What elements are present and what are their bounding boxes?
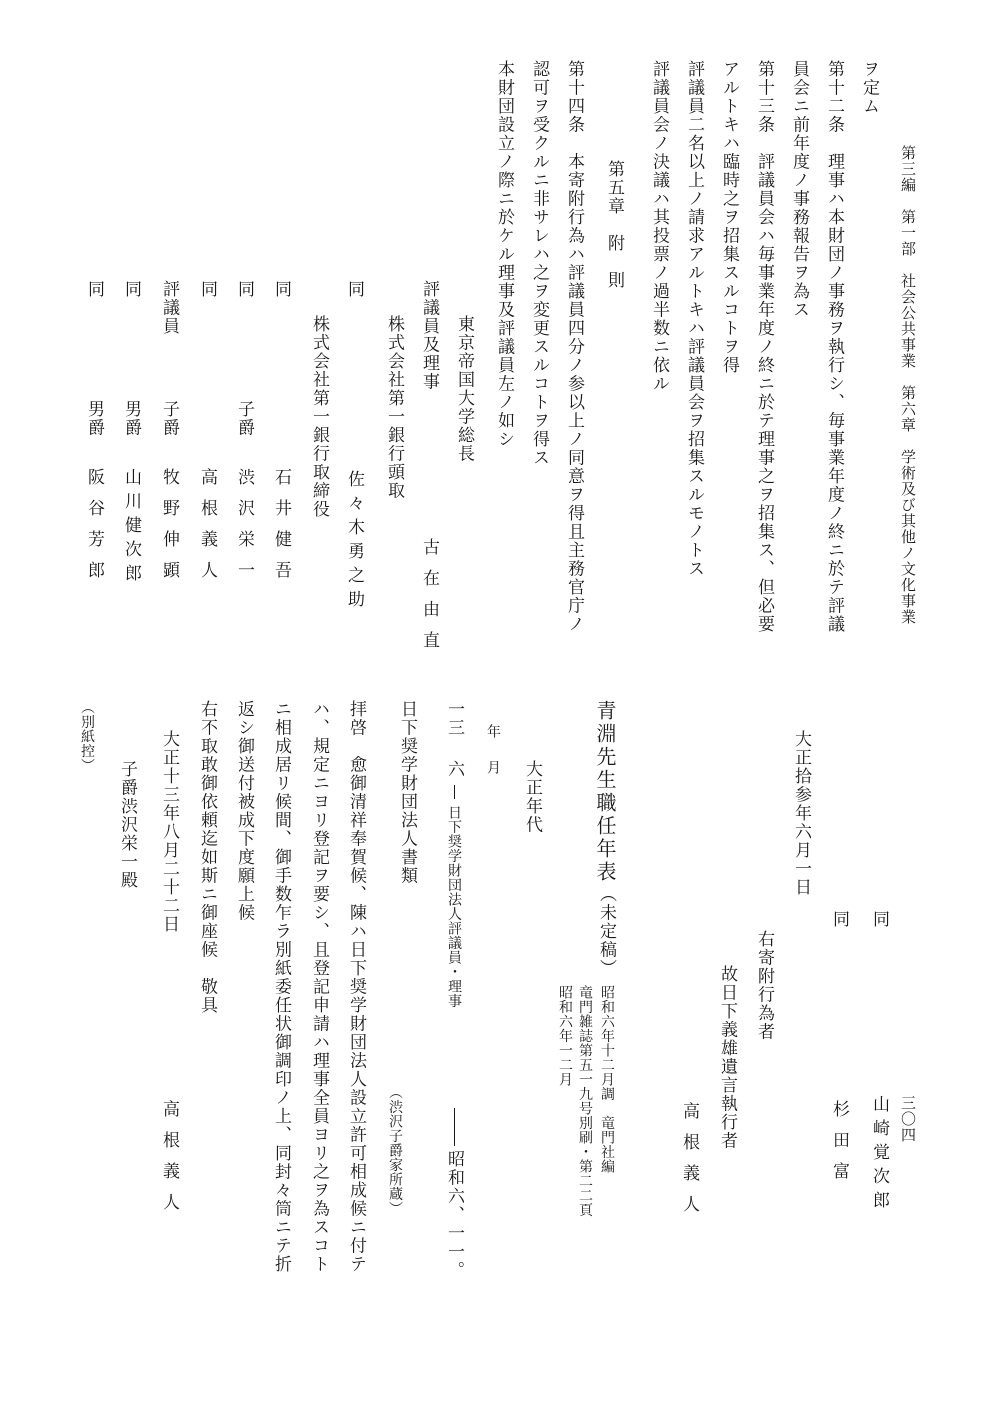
roster-name-5: 高根義人 — [197, 468, 217, 592]
roster-name-7: 山川健次郎 — [121, 468, 141, 588]
entry-dash-trail — [454, 1108, 455, 1146]
entry-number: 一三 — [444, 700, 464, 737]
year-label: 年 — [485, 724, 501, 739]
letter-line-5: 右不取敢御依頼迄如斯ニ御座候 敬具 — [197, 700, 217, 1015]
chronology-source-2b: 昭和六年一二月 — [557, 985, 573, 1087]
roster-name-9: 山崎覚次郎 — [869, 1095, 889, 1215]
roster-name-2: 佐々木勇之助 — [344, 470, 364, 614]
roster-name-10: 杉田富 — [829, 1100, 849, 1193]
roster-role-5: 同 — [197, 280, 217, 299]
entry-end: 昭和六、一一。 — [444, 1150, 464, 1280]
roster-name-3: 石井健吾 — [271, 468, 291, 592]
roster-role-3: 同 — [271, 280, 291, 299]
document-source: （渋沢子爵家所蔵） — [387, 1085, 403, 1216]
deed-date: 大正拾参年六月一日 — [791, 730, 811, 897]
roster-affil-2: 株式会社第一銀行頭取 — [384, 315, 404, 500]
month-label: 月 — [485, 760, 501, 775]
running-head: 第三編 第一部 社会公共事業 第六章 学術及び其他ノ文化事業 — [899, 145, 917, 625]
roster-name-8: 阪谷芳郎 — [84, 468, 104, 592]
chronology-source-1: 昭和六年十二月調 竜門社編 — [599, 985, 615, 1174]
era-label: 大正年代 — [522, 760, 542, 834]
roster-role-9: 同 — [869, 910, 889, 929]
roster-role-7: 同 — [121, 280, 141, 299]
letter-line-2: ハ、規定ニヨリ登記ヲ要シ、且登記申請ハ理事全員ヨリ之ヲ為スコト — [309, 700, 329, 1274]
article-14-line-2: 認可ヲ受クルニ非サレハ之ヲ変更スルコトヲ得ス — [529, 60, 549, 467]
letter-addressee: 子爵渋沢栄一殿 — [117, 760, 137, 890]
roster-affil-1: 東京帝国大学総長 — [454, 315, 474, 463]
chronology-note: （未定稿） — [596, 885, 616, 978]
article-13-line-2: アルトキハ臨時之ヲ招集スルコトヲ得 — [719, 60, 739, 375]
article-13-line-4: 評議員会ノ決議ハ其投票ノ過半数ニ依ル — [649, 60, 669, 393]
letter-line-4: 返シ御送付被成下度願上候 — [234, 700, 254, 922]
signer-name: 高根義人 — [679, 1102, 699, 1226]
roster-role-8: 同 — [84, 280, 104, 299]
chapter-5-heading: 第五章 附 則 — [604, 160, 624, 290]
article-14-line-3: 本財団設立ノ際ニ於ケル理事及評議員左ノ如シ — [494, 60, 514, 449]
roster-title-6: 子爵 — [159, 400, 179, 437]
article-line-1: ヲ定ム — [859, 60, 879, 116]
article-13-line-3: 評議員二名以上ノ請求アルトキハ評議員会ヲ招集スルモノトス — [684, 60, 704, 578]
signer-label: 右寄附行為者 — [754, 930, 774, 1041]
entry-month: 六 — [444, 760, 464, 779]
page-number: 三〇四 — [899, 1095, 917, 1143]
letter-line-3: ニ相成居リ候間、御手数乍ラ別紙委任状御調印ノ上、同封々筒ニテ折 — [271, 700, 291, 1274]
article-13-line-1: 第十三条 評議員会ハ毎事業年度ノ終ニ於テ理事之ヲ招集ス、但必要 — [754, 60, 774, 634]
document-title: 日下奨学財団法人書類 — [397, 700, 417, 885]
letter-date: 大正十三年八月二十二日 — [159, 730, 179, 934]
signer-role: 故日下義雄遺言執行者 — [717, 965, 737, 1150]
roster-role-1: 評議員及理事 — [419, 280, 439, 391]
attachment-label: （別紙控） — [79, 700, 95, 773]
article-12-line-1: 第十二条 理事ハ本財団ノ事務ヲ執行シ、毎事業年度ノ終ニ於テ評議 — [824, 60, 844, 634]
roster-title-8: 男爵 — [84, 400, 104, 437]
entry-text: 日下奨学財団法人評議員・理事 — [446, 805, 462, 1008]
roster-title-7: 男爵 — [121, 400, 141, 437]
roster-affil-3: 株式会社第一銀行取締役 — [309, 315, 329, 519]
entry-dash-lead — [454, 785, 455, 799]
roster-role-6: 評議員 — [159, 280, 179, 336]
roster-role-2: 同 — [344, 280, 364, 299]
roster-role-10: 同 — [829, 910, 849, 929]
chronology-source-2a: 竜門雑誌第五一九号別刷・第二二頁 — [577, 985, 593, 1217]
letter-line-1: 拝啓 愈御清祥奉賀候、陳ハ日下奨学財団法人設立許可相成候ニ付テ — [346, 700, 366, 1274]
article-12-line-2: 員会ニ前年度ノ事務報告ヲ為ス — [789, 60, 809, 319]
roster-name-6: 牧野伸顕 — [159, 468, 179, 592]
roster-name-1: 古在由直 — [419, 538, 439, 662]
roster-title-4: 子爵 — [234, 400, 254, 437]
roster-role-4: 同 — [234, 280, 254, 299]
letter-sender: 高根義人 — [159, 1100, 179, 1224]
roster-name-4: 渋沢栄一 — [234, 468, 254, 592]
article-14-line-1: 第十四条 本寄附行為ハ評議員四分ノ参以上ノ同意ヲ得且主務官庁ノ — [564, 60, 584, 634]
chronology-title: 青淵先生職任年表 — [593, 700, 617, 884]
